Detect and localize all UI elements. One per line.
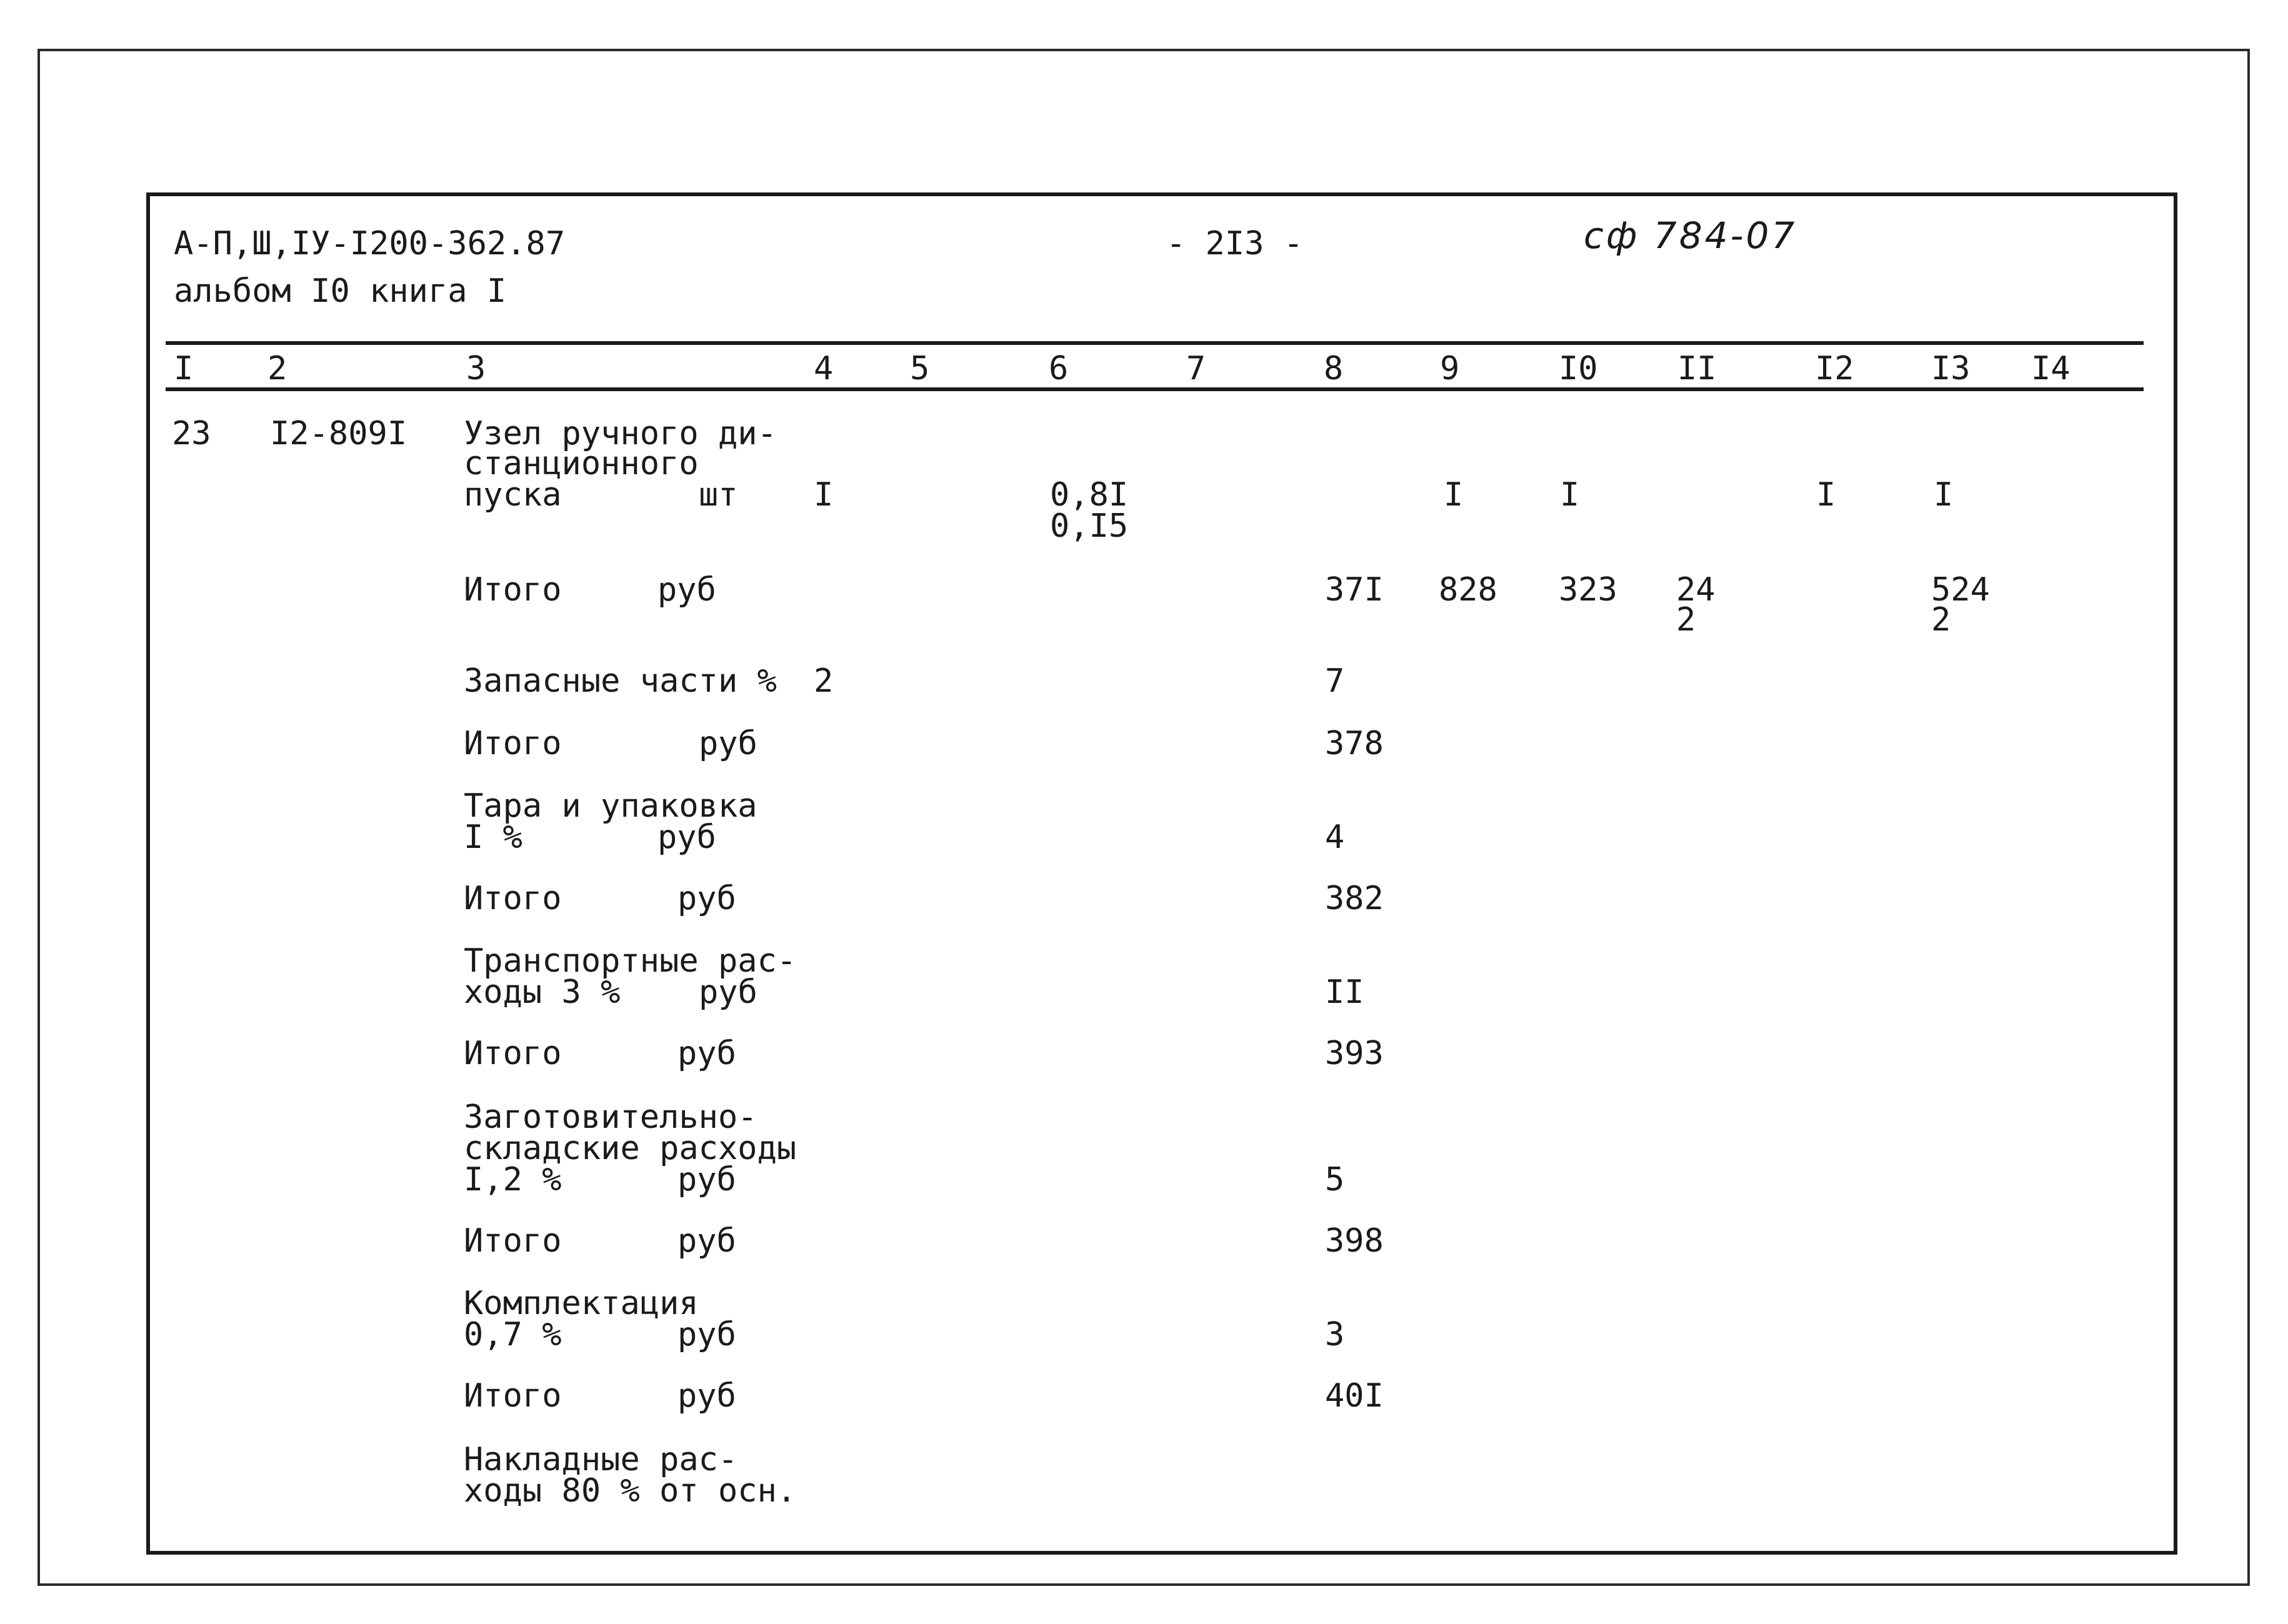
item-name-line3: пуска xyxy=(464,476,562,514)
kompl-line1: Комплектация xyxy=(464,1285,699,1322)
total5-col8: 398 xyxy=(1325,1222,1384,1260)
tara-unit: руб xyxy=(657,819,716,856)
spare-parts-col4: 2 xyxy=(814,662,834,700)
total4-unit: руб xyxy=(677,1035,736,1072)
col-header-5: 5 xyxy=(910,350,930,387)
document-code: А-П,Ш,IУ-I200-362.87 xyxy=(174,225,566,262)
total1-col11-line2: 2 xyxy=(1676,601,1696,639)
col-header-4: 4 xyxy=(814,350,834,387)
overhead-line2: ходы 80 % от осн. xyxy=(464,1472,797,1510)
overhead-line1: Накладные рас- xyxy=(464,1441,738,1478)
tara-col8: 4 xyxy=(1325,819,1345,856)
item-col6-line1: 0,8I xyxy=(1050,476,1129,514)
col-header-8: 8 xyxy=(1324,350,1344,387)
col-header-3: 3 xyxy=(466,350,486,387)
kompl-unit: руб xyxy=(677,1316,736,1353)
total1-col8: 37I xyxy=(1325,571,1384,609)
total1-unit: руб xyxy=(657,571,716,609)
transport-line1: Транспортные рас- xyxy=(464,942,797,980)
item-name-line1: Узел ручного ди- xyxy=(464,415,777,452)
header-bottom-rule xyxy=(166,387,2144,391)
col-header-11: II xyxy=(1677,350,1717,387)
total4-col8: 393 xyxy=(1325,1035,1384,1072)
total5-label: Итого xyxy=(464,1222,562,1260)
item-unit: шт xyxy=(699,476,738,514)
total3-col8: 382 xyxy=(1325,880,1384,917)
kompl-pct: 0,7 % xyxy=(464,1316,562,1353)
storage-pct: I,2 % xyxy=(464,1161,562,1198)
header-top-rule xyxy=(166,341,2144,345)
col-header-6: 6 xyxy=(1049,350,1069,387)
col-header-7: 7 xyxy=(1186,350,1206,387)
handwritten-code: сф 784-07 xyxy=(1584,214,1797,257)
transport-col8: II xyxy=(1325,974,1364,1011)
spare-parts-col8: 7 xyxy=(1325,662,1345,700)
total2-unit: руб xyxy=(699,725,757,762)
item-code: I2-809I xyxy=(270,415,407,452)
inner-frame xyxy=(146,192,2177,1555)
transport-line2: ходы 3 % xyxy=(464,974,621,1011)
storage-line1: Заготовительно- xyxy=(464,1098,757,1136)
item-col13: I xyxy=(1934,476,1954,514)
total5-unit: руб xyxy=(677,1222,736,1260)
total3-label: Итого xyxy=(464,880,562,917)
total1-col10: 323 xyxy=(1559,571,1617,609)
item-col4: I xyxy=(814,476,834,514)
col-header-10: I0 xyxy=(1559,350,1598,387)
total1-col13-line2: 2 xyxy=(1931,601,1951,639)
spare-parts-label: Запасные части % xyxy=(464,662,777,700)
total6-label: Итого xyxy=(464,1377,562,1415)
tara-line1: Тара и упаковка xyxy=(464,787,757,825)
item-col10: I xyxy=(1560,476,1580,514)
item-col9: I xyxy=(1444,476,1464,514)
tara-pct: I % xyxy=(464,819,522,856)
total1-col9: 828 xyxy=(1439,571,1497,609)
item-col12: I xyxy=(1816,476,1836,514)
page-number: - 2I3 - xyxy=(1166,225,1304,262)
transport-unit: руб xyxy=(699,974,757,1011)
col-header-12: I2 xyxy=(1815,350,1854,387)
col-header-2: 2 xyxy=(267,350,287,387)
total6-unit: руб xyxy=(677,1377,736,1415)
storage-line2: складские расходы xyxy=(464,1130,797,1167)
total3-unit: руб xyxy=(677,880,736,917)
storage-unit: руб xyxy=(677,1161,736,1198)
total6-col8: 40I xyxy=(1325,1377,1384,1415)
total1-col11-line1: 24 xyxy=(1676,571,1716,609)
total1-label: Итого xyxy=(464,571,562,609)
total1-col13-line1: 524 xyxy=(1931,571,1990,609)
col-header-1: I xyxy=(174,350,194,387)
col-header-14: I4 xyxy=(2031,350,2071,387)
item-name-line2: станционного xyxy=(464,445,699,482)
kompl-col8: 3 xyxy=(1325,1316,1345,1353)
item-col6-line2: 0,I5 xyxy=(1050,507,1129,545)
total2-label: Итого xyxy=(464,725,562,762)
total2-col8: 378 xyxy=(1325,725,1384,762)
total4-label: Итого xyxy=(464,1035,562,1072)
storage-col8: 5 xyxy=(1325,1161,1345,1198)
col-header-9: 9 xyxy=(1440,350,1460,387)
col-header-13: I3 xyxy=(1931,350,1971,387)
row-number: 23 xyxy=(172,415,211,452)
album-label: альбом I0 книга I xyxy=(174,272,507,310)
